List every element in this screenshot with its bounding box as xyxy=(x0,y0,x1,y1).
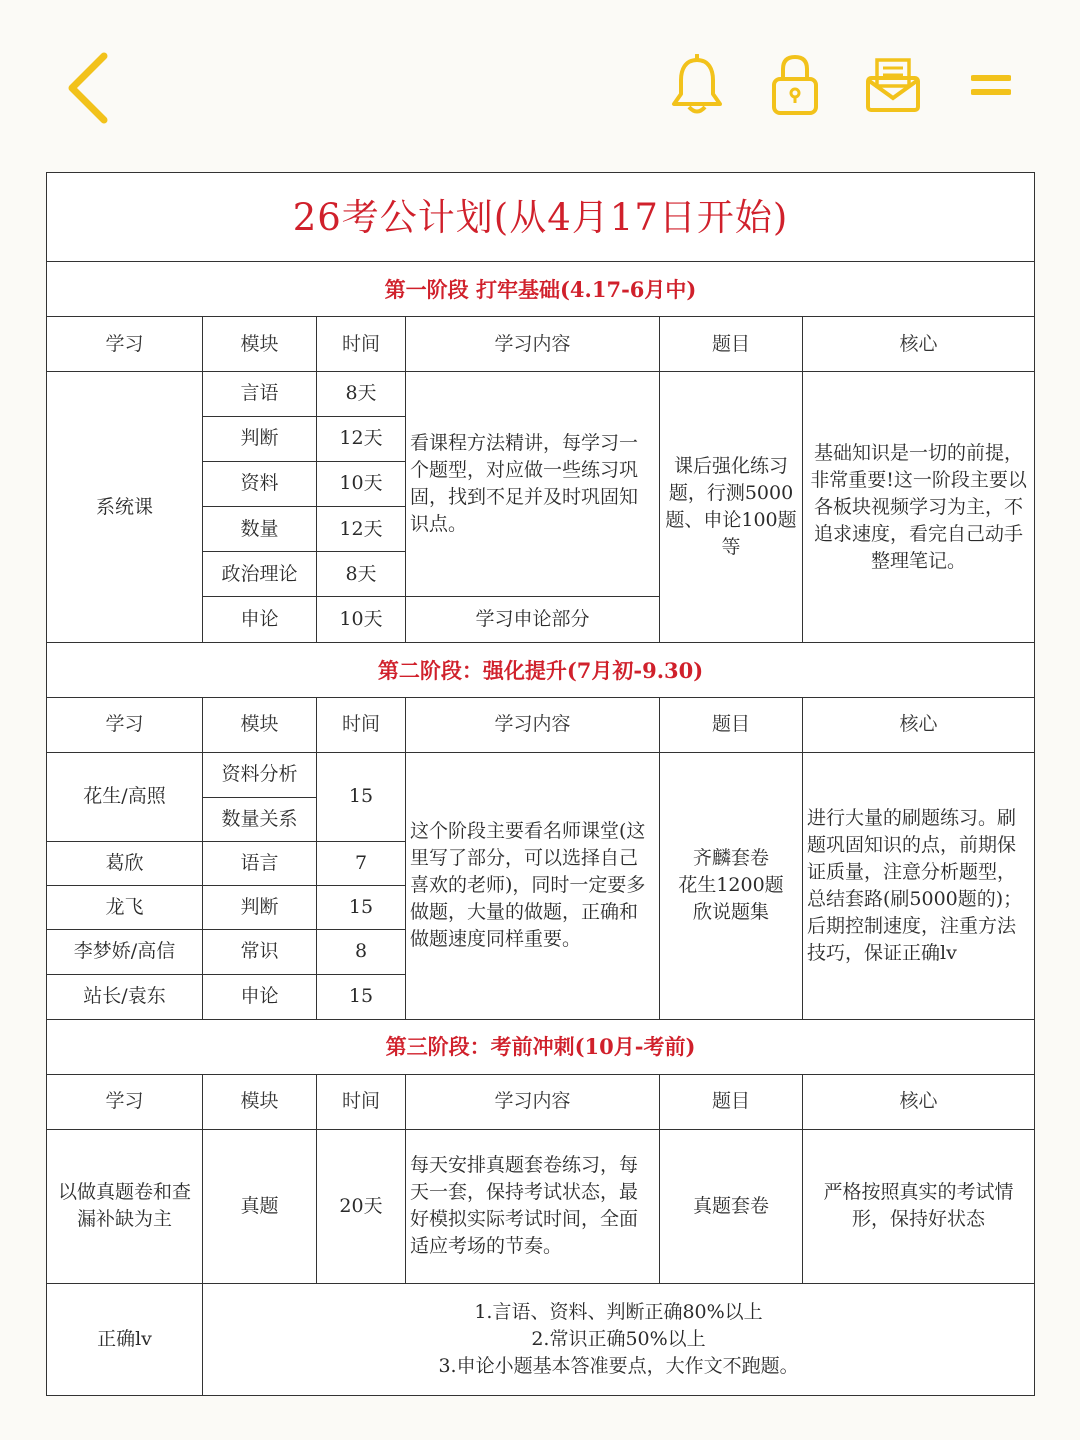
time-cell: 8天 xyxy=(317,371,406,416)
teacher-cell: 龙飞 xyxy=(47,886,203,930)
time-cell: 12天 xyxy=(317,507,406,552)
top-bar xyxy=(0,0,1080,172)
header-content: 学习内容 xyxy=(406,697,660,752)
menu-icon[interactable] xyxy=(960,52,1022,118)
time-cell: 8 xyxy=(317,930,406,974)
module-cell: 数量关系 xyxy=(203,797,317,841)
stage-2-title: 第二阶段：强化提升(7月初-9.30) xyxy=(47,643,1035,697)
module-cell: 判断 xyxy=(203,416,317,461)
module-cell: 数量 xyxy=(203,507,317,552)
time-cell: 8天 xyxy=(317,552,406,597)
module-cell: 判断 xyxy=(203,886,317,930)
header-study: 学习 xyxy=(47,697,203,752)
accuracy-label: 正确lv xyxy=(47,1283,203,1396)
time-cell: 10天 xyxy=(317,597,406,643)
module-cell: 申论 xyxy=(203,597,317,643)
header-questions: 题目 xyxy=(660,317,803,371)
study-plan-table xyxy=(46,172,1035,1396)
module-cell: 真题 xyxy=(203,1130,317,1284)
bell-icon[interactable] xyxy=(666,52,728,118)
stage-3-questions: 真题套卷 xyxy=(660,1130,803,1284)
stage-1-core: 基础知识是一切的前提，非常重要!这一阶段主要以各板块视频学习为主，不追求速度，看完自己动手整理笔记。 xyxy=(803,371,1035,643)
module-cell: 资料分析 xyxy=(203,752,317,797)
stage-1-questions: 课后强化练习题，行测5000题、申论100题等 xyxy=(660,371,803,643)
stage-2-questions: 齐麟套卷 花生1200题 欣说题集 xyxy=(660,752,803,1019)
header-time: 时间 xyxy=(317,317,406,371)
module-cell: 言语 xyxy=(203,371,317,416)
teacher-cell: 葛欣 xyxy=(47,842,203,886)
header-core: 核心 xyxy=(803,697,1035,752)
page-title: 26考公计划(从4月17日开始) xyxy=(47,173,1035,262)
chevron-left-icon[interactable] xyxy=(62,48,122,128)
header-study: 学习 xyxy=(47,317,203,371)
module-cell: 申论 xyxy=(203,974,317,1019)
time-cell: 15 xyxy=(317,752,406,841)
stage-3-core: 严格按照真实的考试情形，保持好状态 xyxy=(803,1130,1035,1284)
time-cell: 7 xyxy=(317,842,406,886)
header-time: 时间 xyxy=(317,697,406,752)
header-study: 学习 xyxy=(47,1074,203,1129)
header-module: 模块 xyxy=(203,317,317,371)
module-cell: 语言 xyxy=(203,842,317,886)
header-questions: 题目 xyxy=(660,697,803,752)
teacher-cell: 花生/高照 xyxy=(47,752,203,841)
lock-icon[interactable] xyxy=(764,52,826,118)
time-cell: 10天 xyxy=(317,461,406,506)
module-cell: 常识 xyxy=(203,930,317,974)
header-core: 核心 xyxy=(803,317,1035,371)
time-cell: 20天 xyxy=(317,1130,406,1284)
module-cell: 资料 xyxy=(203,461,317,506)
header-core: 核心 xyxy=(803,1074,1035,1129)
teacher-cell: 站长/袁东 xyxy=(47,974,203,1019)
time-cell: 15 xyxy=(317,974,406,1019)
header-module: 模块 xyxy=(203,697,317,752)
stage-1-title: 第一阶段 打牢基础(4.17-6月中) xyxy=(47,262,1035,317)
time-cell: 15 xyxy=(317,886,406,930)
accuracy-line: 1.言语、资料、判断正确80%以上 xyxy=(474,1300,763,1323)
header-module: 模块 xyxy=(203,1074,317,1129)
stage-3-study: 以做真题卷和查漏补缺为主 xyxy=(47,1130,203,1284)
header-questions: 题目 xyxy=(660,1074,803,1129)
stage-2-core: 进行大量的刷题练习。刷题巩固知识的点，前期保证质量，注意分析题型，总结套路(刷5000题的)；后期控制速度，注重方法技巧，保证正确lv xyxy=(803,752,1035,1019)
accuracy-line: 2.常识正确50%以上 xyxy=(531,1327,706,1350)
top-icons xyxy=(666,52,1022,118)
accuracy-line: 3.申论小题基本答准要点，大作文不跑题。 xyxy=(438,1354,799,1377)
module-cell: 政治理论 xyxy=(203,552,317,597)
stage-1-content: 看课程方法精讲，每学习一个题型，对应做一些练习巩固，找到不足并及时巩固知识点。 xyxy=(406,371,660,597)
header-time: 时间 xyxy=(317,1074,406,1129)
accuracy-targets xyxy=(203,1283,1035,1396)
stage-1-group: 系统课 xyxy=(47,371,203,643)
stage-3-content: 每天安排真题套卷练习，每天一套，保持考试状态，最好模拟实际考试时间，全面适应考场的节奏。 xyxy=(406,1130,660,1284)
teacher-cell: 李梦娇/高信 xyxy=(47,930,203,974)
mail-icon[interactable] xyxy=(862,52,924,118)
time-cell: 12天 xyxy=(317,416,406,461)
header-content: 学习内容 xyxy=(406,317,660,371)
stage-1-shenlun-content: 学习申论部分 xyxy=(406,597,660,643)
header-content: 学习内容 xyxy=(406,1074,660,1129)
stage-3-title: 第三阶段：考前冲刺(10月-考前) xyxy=(47,1019,1035,1074)
stage-2-content: 这个阶段主要看名师课堂(这里写了部分，可以选择自己喜欢的老师)，同时一定要多做题，大量的做题，正确和做题速度同样重要。 xyxy=(406,752,660,1019)
